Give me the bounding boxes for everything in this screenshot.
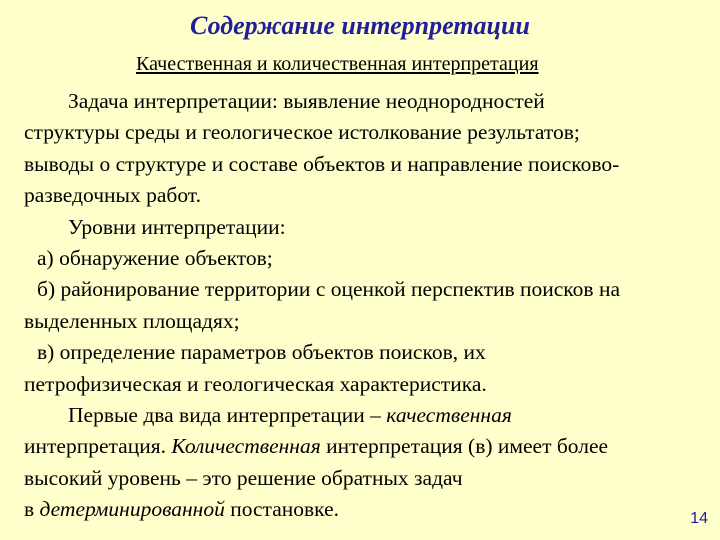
conclusion-text: интерпретация (в) имеет более xyxy=(320,434,609,459)
conclusion-line xyxy=(24,494,700,525)
conclusion-emphasis: Количественная xyxy=(171,434,321,459)
conclusion-line xyxy=(24,431,700,462)
conclusion-line xyxy=(24,400,700,431)
page-number: 14 xyxy=(690,510,708,527)
levels-heading: Уровни интерпретации: xyxy=(68,214,286,239)
conclusion-text: Первые два вида интерпретации – xyxy=(68,403,387,428)
slide-body xyxy=(24,86,700,526)
task-line: разведочных работ. xyxy=(24,183,201,208)
level-a-item: а) обнаружение объектов; xyxy=(37,246,273,271)
level-b-item: б) районирование территории с оценкой перспектив поисков на xyxy=(37,277,620,302)
conclusion-emphasis: детерминированной xyxy=(39,497,225,522)
task-line: Задача интерпретации: выявление неоднородностей xyxy=(68,89,545,113)
conclusion-text: постановке. xyxy=(224,497,339,522)
task-line: выводы о структуре и составе объектов и направление поисково- xyxy=(24,151,620,176)
level-b-item-continued: выделенных площадях; xyxy=(24,308,240,333)
slide-subtitle: Качественная и количественная интерпретация xyxy=(136,53,539,75)
conclusion-text: интерпретация. xyxy=(24,434,172,459)
level-c-item: в) определение параметров объектов поисков, их xyxy=(37,340,486,365)
task-line: структуры среды и геологическое истолкование результатов; xyxy=(24,120,580,145)
conclusion-emphasis: качественная xyxy=(386,403,512,428)
conclusion-text: в xyxy=(24,497,40,522)
slide-title: Содержание интерпретации xyxy=(190,11,530,40)
level-c-item-continued: петрофизическая и геологическая характеристика. xyxy=(24,371,487,396)
conclusion-line: высокий уровень – это решение обратных задач xyxy=(24,465,463,490)
